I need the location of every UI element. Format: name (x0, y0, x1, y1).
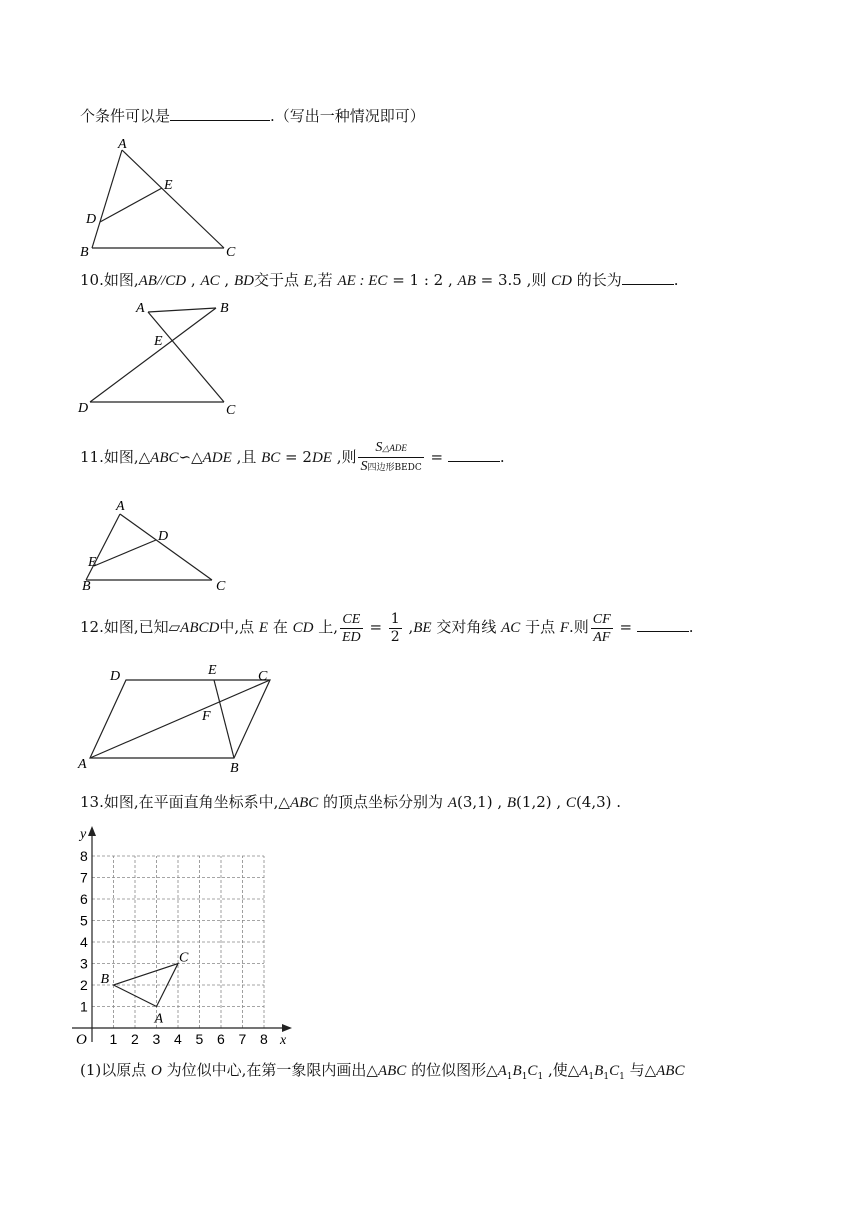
q13-part1-text: B (512, 1063, 522, 1079)
q13-text: ABC (289, 795, 319, 811)
q10-label-b: B (220, 301, 229, 316)
q12-answer-blank[interactable] (637, 617, 689, 632)
q13-text: 如图,在平面直角坐标系中,△ (103, 793, 290, 811)
q11-text: ADE (202, 450, 232, 466)
q11-answer-blank[interactable] (448, 447, 500, 462)
q11-segment-ed (94, 540, 156, 566)
q10-label-e: E (154, 334, 163, 349)
q9-label-c: C (226, 245, 236, 260)
q13-part1-text: B (594, 1063, 604, 1079)
q10-text: CD (551, 273, 572, 289)
q12-text: .则 (569, 618, 589, 636)
q13-part1-text: (1)以原点 (80, 1061, 152, 1079)
q9-segment-ac (122, 150, 224, 248)
q11-text: ,则 (331, 448, 357, 466)
q13-y-tick-label: 3 (80, 955, 88, 972)
q12-frac-num: CE (340, 611, 363, 629)
q13-text: (4,3) . (575, 793, 622, 811)
q9-label-d: D (86, 212, 97, 227)
q10-text: AC (200, 273, 220, 289)
q10-segment-ab (148, 308, 216, 312)
q13-x-tick-label: 1 (109, 1031, 118, 1047)
q11-number: 11. (80, 448, 104, 466)
q13-part1-sub: 1 (521, 1072, 528, 1082)
q11-text: 如图,△ (103, 448, 151, 466)
q11-text: . (499, 448, 505, 466)
q9-label-e: E (164, 178, 173, 193)
q12-segment-be (214, 680, 234, 758)
q12-text: 上, (313, 618, 338, 636)
q11-text: DE (311, 450, 332, 466)
q13-label-a: A (154, 1011, 164, 1027)
q13-y-tick-labels (80, 848, 88, 1015)
q12-label-c: C (258, 669, 268, 684)
q13-x-tick-label: 7 (238, 1031, 247, 1047)
q13-text: B (506, 795, 517, 811)
q12-diagonal-ac (90, 680, 270, 758)
q12-parallelogram-figure (74, 660, 284, 778)
q13-x-tick-label: 5 (195, 1031, 204, 1047)
q13-number: 13. (80, 793, 104, 811)
q11-text: = (425, 448, 448, 466)
q10-answer-blank[interactable] (622, 270, 674, 285)
q13-part1-text: 的位似图形△ (406, 1061, 498, 1079)
q12-text: F (559, 620, 570, 636)
q12-text: ABCD (180, 620, 220, 636)
q11-label-a: A (116, 499, 125, 514)
q13-y-tick-label: 7 (80, 869, 88, 886)
q13-coordinate-grid (72, 822, 302, 1048)
q11-figure (76, 496, 236, 596)
q12-text: , (403, 618, 414, 636)
q13-y-tick-label: 4 (80, 934, 88, 950)
q13-x-tick-label: 4 (174, 1031, 182, 1047)
q13-text: (1,2) , (516, 793, 566, 811)
q13-origin-label: O (76, 1032, 87, 1048)
q12-text: 如图,已知▱ (103, 618, 181, 636)
q13-x-tick-label: 8 (260, 1031, 268, 1047)
q10-text: , (219, 271, 234, 289)
q11-segment-ac (120, 514, 212, 580)
q13-x-axis-label: x (280, 1033, 287, 1048)
q12-text: BE (413, 620, 432, 636)
q9-label-b: B (80, 245, 89, 260)
q10-label-a: A (136, 301, 145, 316)
q12-fraction-one-half (389, 611, 402, 646)
q13-part1-text: A (579, 1063, 589, 1079)
q13-part1-sub: 1 (619, 1072, 625, 1082)
q13-y-tick-label: 2 (80, 977, 88, 993)
q12-label-b: B (230, 761, 239, 776)
q12-fraction-ce-ed (340, 611, 363, 646)
q11-label-e: E (88, 555, 97, 570)
q11-label-c: C (216, 579, 226, 594)
q13-label-c: C (179, 950, 189, 966)
q13-text: A (447, 795, 457, 811)
q13-part1-text: A (497, 1063, 507, 1079)
q10-label-d: D (78, 401, 89, 416)
q11-text: ABC (150, 450, 179, 466)
q11-frac-den-sub: 四边形BEDC (367, 463, 422, 473)
q12-frac-den: AF (593, 629, 611, 645)
q13-x-tick-label: 2 (131, 1031, 139, 1047)
q10-number: 10. (80, 271, 104, 289)
q11-frac-num-sub: △ADE (382, 443, 407, 453)
q12-text: 在 (268, 618, 293, 636)
q10-text: = 1 : 2 , (387, 271, 458, 289)
q9-text-line (80, 106, 425, 126)
q10-text: . (673, 271, 679, 289)
q9-triangle-figure (76, 134, 246, 260)
q13-y-arrow-icon (88, 826, 96, 836)
q10-segment-ac (148, 312, 224, 402)
q13-y-tick-label: 6 (80, 891, 88, 907)
q9-label-a: A (118, 137, 127, 152)
q13-part1-text: C (527, 1063, 538, 1079)
q12-text: CD (292, 620, 314, 636)
q13-x-tick-label: 6 (217, 1031, 225, 1047)
q12-label-e: E (208, 663, 217, 678)
q13-text: (3,1) , (457, 793, 507, 811)
q12-frac-den: ED (342, 629, 361, 645)
q13-part1-text: C (609, 1063, 620, 1079)
q9-answer-blank[interactable] (170, 106, 270, 121)
q12-text: = (614, 618, 637, 636)
q10-text: E (303, 273, 313, 289)
q13-text: 的顶点坐标分别为 (318, 793, 448, 811)
q10-text: AE : EC (337, 273, 388, 289)
q10-text: , (186, 271, 201, 289)
q13-part1-text: ABC (656, 1063, 685, 1079)
q13-part1-text-line (80, 1060, 684, 1087)
q13-part1-text: 与△ (624, 1061, 657, 1079)
q12-text: 于点 (520, 618, 560, 636)
q12-text: 交对角线 (431, 618, 502, 636)
q12-frac-num: CF (592, 611, 611, 627)
q13-part1-sub: 1 (603, 1072, 610, 1082)
q12-number: 12. (80, 618, 104, 636)
q13-part1-text: ,使△ (543, 1061, 580, 1079)
q11-segment-ab (86, 514, 120, 580)
q13-part1-sub: 1 (506, 1072, 513, 1082)
q10-text: 交于点 (253, 271, 304, 289)
q11-text: ∽△ (178, 448, 203, 466)
q12-text: = (364, 618, 387, 636)
q10-text: 的长为 (571, 271, 622, 289)
q13-x-tick-labels (110, 1031, 269, 1047)
q13-y-axis-label: y (80, 827, 87, 842)
q10-text: BD (233, 273, 254, 289)
q11-label-b: B (82, 579, 91, 594)
q11-text: BC (261, 450, 281, 466)
q13-y-tick-label: 5 (80, 912, 88, 929)
q13-label-b: B (100, 972, 110, 987)
q11-label-d: D (158, 529, 169, 544)
q13-part1-text: O (151, 1063, 162, 1079)
q11-text: ,且 (231, 448, 262, 466)
q12-text: AC (501, 620, 521, 636)
q13-x-arrow-icon (282, 1024, 292, 1032)
q11-text-line (80, 434, 505, 480)
q13-text-line (80, 792, 621, 813)
q12-frac-den: 2 (390, 628, 400, 645)
q13-y-tick-label: 8 (80, 848, 88, 864)
q9-segment-ab (92, 150, 122, 248)
q11-frac-num-s: S (375, 440, 383, 455)
q11-frac-den-s: S (360, 459, 368, 474)
q12-label-d: D (110, 669, 121, 684)
q13-part1-text: 为位似中心,在第一象限内画出△ (161, 1061, 378, 1079)
q10-text-line (80, 270, 679, 291)
q10-segment-bd (90, 308, 216, 402)
q9-text-a: 个条件可以是 (80, 107, 171, 125)
q9-text-b: .（写出一种情况即可） (270, 107, 425, 125)
q13-part1-text: ABC (377, 1063, 407, 1079)
q10-text: 如图, (103, 271, 139, 289)
q13-y-tick-label: 1 (80, 998, 88, 1015)
q12-text: E (258, 620, 269, 636)
q13-part1-sub: 1 (588, 1072, 595, 1082)
q13-text: C (565, 795, 576, 811)
q10-text: AB (457, 273, 476, 289)
q12-text: . (688, 618, 694, 636)
q12-label-a: A (78, 757, 87, 772)
q13-x-tick-label: 3 (152, 1031, 161, 1047)
q12-frac-num: 1 (390, 610, 400, 627)
q10-figure (74, 298, 254, 422)
q13-grid-lines (92, 856, 264, 1028)
q12-label-f: F (202, 709, 211, 724)
q13-part1-sub: 1 (537, 1072, 544, 1082)
q11-text: = 2 (280, 448, 312, 466)
q10-label-c: C (226, 403, 236, 418)
q10-text: ,若 (312, 271, 338, 289)
q12-fraction-cf-af (591, 611, 613, 646)
q10-text: AB//CD (138, 273, 187, 289)
q12-text-line (80, 604, 694, 650)
q11-area-ratio-fraction (358, 439, 423, 477)
q10-text: = 3.5 ,则 (475, 271, 552, 289)
q12-text: 中,点 (219, 618, 259, 636)
